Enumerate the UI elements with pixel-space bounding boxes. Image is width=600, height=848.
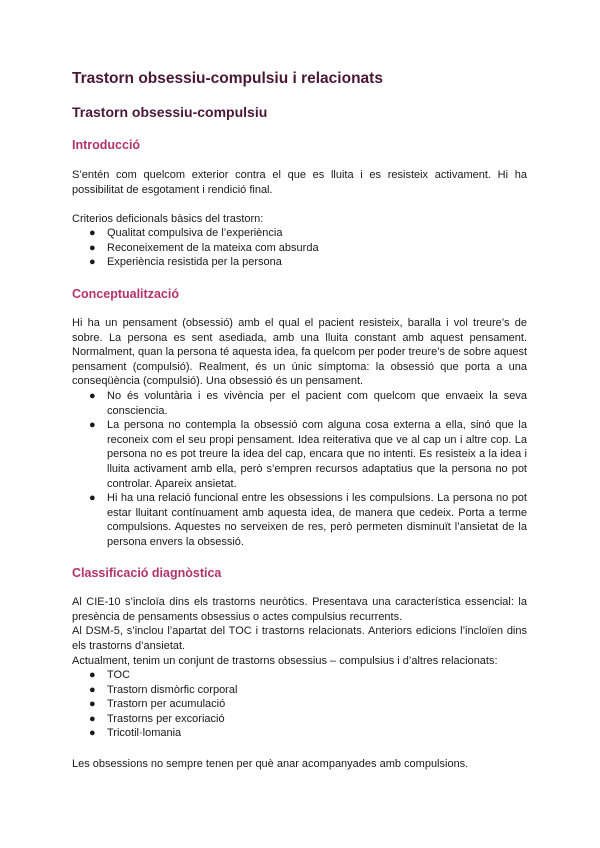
criteria-label: Criterios deficionals bàsics del trastorn: [72,213,264,225]
classif-paragraph-1: Al CIE-10 s’incloïa dins els trastorns neuròtics. Presentava una característica essencial: la presència de pensaments obsessius o actes compulsius recurrents. [72,596,527,623]
closing-paragraph: Les obsessions no sempre tenen per què anar acompanyades amb compulsions. [72,758,469,770]
document-title: Trastorn obsessiu-compulsiu i relacionats [72,70,383,87]
concept-list [72,389,527,550]
list-item: ● Trastorn per acumulació [89,698,226,711]
bullet-icon: ● [89,227,96,239]
disorders-list [72,668,527,741]
concept-paragraph: Hi ha un pensament (obsessió) amb el qual el pacient resisteix, baralla i vol treure’s de sobre. La persona es sent asediada, amb una lluita constant amb aquest pensament. Normalment, quan la persona té aquesta idea, fa quelcom per poder treure’s de sobre aquest pensament (compulsió). Realment, és un únic símptoma: la obsessió que porta a una conseqüència (compulsió). Una obsessió és un pensament. [72,317,527,388]
bullet-icon: ● [89,419,96,432]
bullet-icon: ● [89,683,96,696]
list-item: ● Reconeixement de la mateixa com absurda [89,241,319,254]
intro-paragraph: S’entén com quelcom exterior contra el que es lluita i es resisteix activament. Hi ha possibilitat de esgotament i rendició final. [72,169,527,196]
concept-heading: Conceptualització [72,287,179,301]
bullet-icon: ● [89,698,96,711]
criteria-list [72,226,527,270]
list-item: ● No és voluntària i es vivència per el pacient com quelcom que envaeix la seva consciencia. [89,390,527,417]
list-item: ● Hi ha una relació funcional entre les obsessions i les compulsions. La persona no pot estar lluitant contínuament amb aquesta idea, de manera que cedeix. Porta a terme compulsions. Aquestes no serveixen de res, però permeten disminuït l’ansietat de la persona envers la obsessió. [89,492,527,548]
bullet-icon: ● [89,256,96,269]
bullet-icon: ● [89,390,96,402]
list-item: ● Trastorn dismòrfic corporal [89,683,238,696]
section-title: Trastorn obsessiu-compulsiu [72,104,268,120]
bullet-icon: ● [89,492,96,505]
bullet-icon: ● [89,727,96,740]
list-item: ● Trastorns per excoriació [89,712,225,725]
classif-paragraph-3: Actualment, tenim un conjunt de trastorns obsessius – compulsius i d’altres relacionats: [72,655,498,667]
classif-heading: Classificació diagnòstica [72,566,222,580]
bullet-icon: ● [89,712,96,725]
list-item: ● Tricotil·lomania [89,727,182,740]
list-item: ● TOC [89,669,131,681]
bullet-icon: ● [89,241,96,254]
list-item: ● Experiència resistida per la persona [89,256,282,269]
list-item: ● La persona no contempla la obsessió com alguna cosa externa a ella, sinó que la reconeix com el seu propi pensament. Idea reiterativa que ve al cap un i altre cop. La persona no es pot treure la idea del cap, encara que no intenti. Es resisteix a la idea i lluita activament amb ella, però s’empren recursos adaptatius que la persona no pot controlar. Apareix ansietat. [89,419,527,490]
intro-heading: Introducció [72,138,141,152]
bullet-icon: ● [89,669,96,681]
classif-paragraph-2: Al DSM-5, s’inclou l’apartat del TOC i trastorns relacionats. Anteriors edicions l’incloïen dins els trastorns d’ansietat. [72,625,527,652]
list-item: ● Qualitat compulsiva de l’experiència [89,227,283,239]
